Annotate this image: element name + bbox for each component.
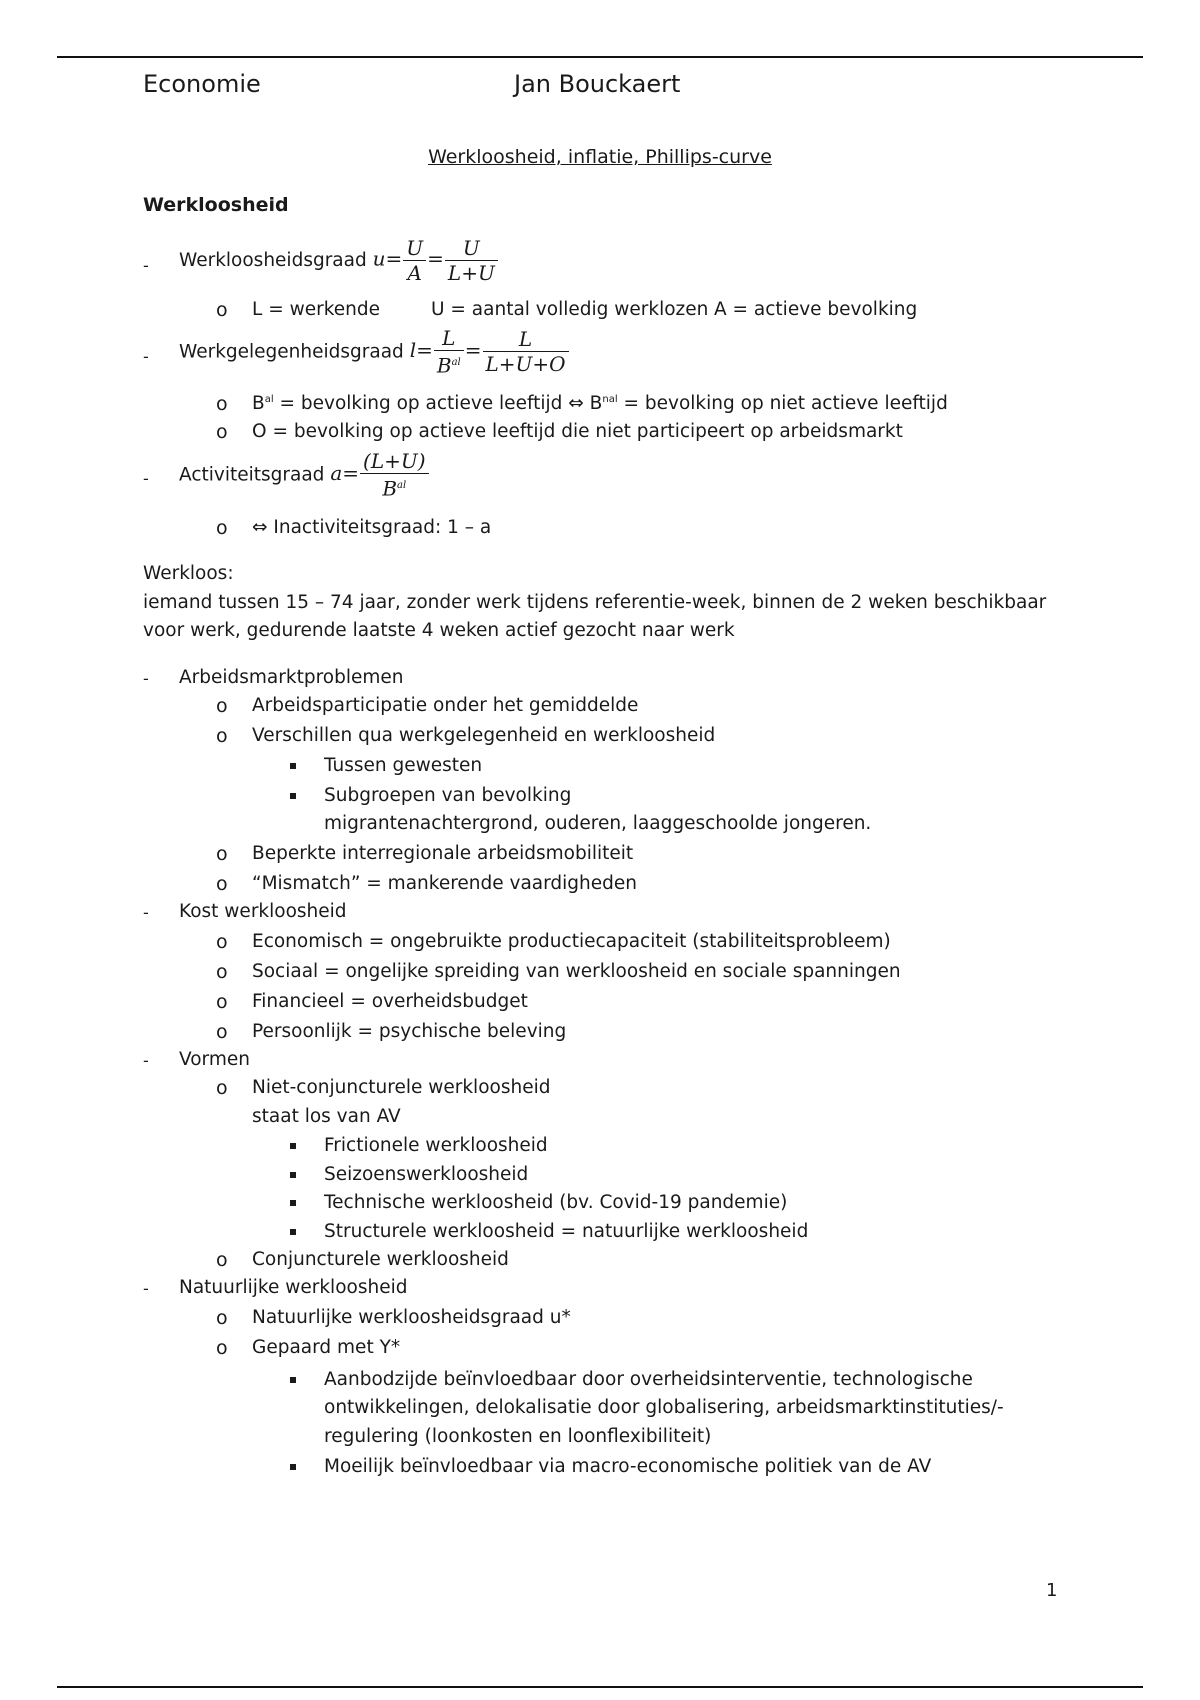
- note-o: O = bevolking op actieve leeftijd die niet participeert op arbeidsmarkt: [252, 421, 903, 442]
- fraction: $\frac{U}{L+U}$: [445, 236, 498, 285]
- formula-label: Activiteitsgraad: [179, 464, 325, 486]
- list-item: Aanbodzijde beïnvloedbaar door overheidsinterventie, technologische: [324, 1369, 973, 1390]
- circle-bullet: o: [216, 299, 228, 321]
- circle-bullet: o: [216, 961, 228, 983]
- list-item: Subgroepen van bevolking: [324, 785, 572, 806]
- dash-bullet: -: [143, 903, 149, 922]
- header-author: Jan Bouckaert: [514, 70, 681, 98]
- top-rule: [57, 56, 1143, 58]
- circle-bullet: o: [216, 517, 228, 539]
- list-item-continuation: migrantenachtergrond, ouderen, laaggeschoolde jongeren.: [324, 813, 872, 834]
- list-item: Moeilijk beïnvloedbaar via macro-economische politiek van de AV: [324, 1456, 932, 1477]
- werkloos-label: Werkloos:: [143, 563, 234, 584]
- list-item: “Mismatch” = mankerende vaardigheden: [252, 873, 637, 894]
- list-item: Persoonlijk = psychische beleving: [252, 1021, 567, 1042]
- circle-bullet: o: [216, 991, 228, 1013]
- list-item: Arbeidsparticipatie onder het gemiddelde: [252, 695, 639, 716]
- square-bullet: [290, 1464, 296, 1470]
- page-number: 1: [1046, 1580, 1058, 1601]
- list-item-continuation: regulering (loonkosten en loonflexibiliteit): [324, 1426, 712, 1447]
- list-item: Structurele werkloosheid = natuurlijke werkloosheid: [324, 1221, 809, 1242]
- list-item: Niet-conjuncturele werkloosheid: [252, 1077, 551, 1098]
- note-inactivity: ⇔ Inactiviteitsgraad: 1 – a: [252, 517, 492, 538]
- formula-label: Werkgelegenheidsgraad: [179, 341, 404, 363]
- square-bullet: [290, 763, 296, 769]
- square-bullet: [290, 793, 296, 799]
- circle-bullet: o: [216, 873, 228, 895]
- fraction: $\frac{L}{L+U+O}$: [483, 327, 569, 376]
- formula-activity-rate: Activiteitsgraad a= $\frac{(L+U)}{B^{al}}$: [179, 449, 430, 501]
- square-bullet: [290, 1172, 296, 1178]
- list-item-natuurlijk: Natuurlijke werkloosheid: [179, 1277, 408, 1298]
- list-item-kost: Kost werkloosheid: [179, 901, 347, 922]
- list-item: Frictionele werkloosheid: [324, 1135, 548, 1156]
- list-item: Technische werkloosheid (bv. Covid-19 pandemie): [324, 1192, 788, 1213]
- page-title: [0, 146, 1200, 168]
- list-item-continuation: staat los van AV: [252, 1106, 401, 1127]
- note-bevolking: $B^{al}$ = bevolking op actieve leeftijd ⇔ $B^{nal}$ = bevolking op niet actieve leeftijd: [252, 393, 948, 414]
- circle-bullet: o: [216, 843, 228, 865]
- square-bullet: [290, 1200, 296, 1206]
- dash-bullet: -: [143, 256, 149, 275]
- circle-bullet: o: [216, 931, 228, 953]
- definition-l: L = werkende: [252, 299, 380, 320]
- circle-bullet: o: [216, 421, 228, 443]
- werkloos-def-line1: iemand tussen 15 – 74 jaar, zonder werk tijdens referentie-week, binnen de 2 weken beschikbaar: [143, 592, 1047, 613]
- square-bullet: [290, 1229, 296, 1235]
- circle-bullet: o: [216, 393, 228, 415]
- list-item: Conjuncturele werkloosheid: [252, 1249, 509, 1270]
- list-item: Seizoenswerkloosheid: [324, 1164, 529, 1185]
- header-course: Economie: [143, 70, 261, 98]
- list-item-arbeidsmarkt: Arbeidsmarktproblemen: [179, 667, 404, 688]
- dash-bullet: -: [143, 347, 149, 366]
- werkloos-def-line2: voor werk, gedurende laatste 4 weken actief gezocht naar werk: [143, 620, 735, 641]
- definition-a: A = actieve bevolking: [714, 299, 918, 320]
- formula-label: Werkloosheidsgraad: [179, 250, 367, 271]
- list-item: Financieel = overheidsbudget: [252, 991, 528, 1012]
- circle-bullet: o: [216, 1307, 228, 1329]
- section-heading-werkloosheid: Werkloosheid: [143, 194, 289, 216]
- formula-employment-rate: Werkgelegenheidsgraad l= $\frac{L}{B^{al}}$ = $\frac{L}{L+U+O}$: [179, 326, 570, 378]
- fraction: $\frac{L}{B^{al}}$: [434, 326, 464, 378]
- circle-bullet: o: [216, 1021, 228, 1043]
- list-item-vormen: Vormen: [179, 1049, 250, 1070]
- list-item: Gepaard met Y*: [252, 1337, 401, 1358]
- definition-u: U = aantal volledig werklozen: [431, 299, 709, 320]
- circle-bullet: o: [216, 1337, 228, 1359]
- dash-bullet: -: [143, 669, 149, 688]
- fraction: $\frac{U}{A}$: [403, 236, 426, 285]
- circle-bullet: o: [216, 695, 228, 717]
- dash-bullet: -: [143, 469, 149, 488]
- dash-bullet: -: [143, 1051, 149, 1070]
- formula-var: u: [372, 246, 386, 271]
- circle-bullet: o: [216, 1249, 228, 1271]
- dash-bullet: -: [143, 1279, 149, 1298]
- page-title-text: Werkloosheid, inflatie, Phillips-curve: [428, 146, 772, 168]
- square-bullet: [290, 1143, 296, 1149]
- list-item: Tussen gewesten: [324, 755, 483, 776]
- list-item: Natuurlijke werkloosheidsgraad u*: [252, 1307, 571, 1328]
- square-bullet: [290, 1377, 296, 1383]
- list-item: Verschillen qua werkgelegenheid en werkloosheid: [252, 725, 716, 746]
- fraction: $\frac{(L+U)}{B^{al}}$: [360, 449, 429, 501]
- circle-bullet: o: [216, 1077, 228, 1099]
- circle-bullet: o: [216, 725, 228, 747]
- bottom-rule: [57, 1686, 1143, 1688]
- list-item: Sociaal = ongelijke spreiding van werkloosheid en sociale spanningen: [252, 961, 901, 982]
- list-item: Beperkte interregionale arbeidsmobiliteit: [252, 843, 634, 864]
- list-item: Economisch = ongebruikte productiecapaciteit (stabiliteitsprobleem): [252, 931, 891, 952]
- list-item-continuation: ontwikkelingen, delokalisatie door globalisering, arbeidsmarktinstituties/-: [324, 1397, 1004, 1418]
- formula-unemployment-rate: Werkloosheidsgraad u= $\frac{U}{A}$ = $\frac{U}{L+U}$: [179, 236, 499, 285]
